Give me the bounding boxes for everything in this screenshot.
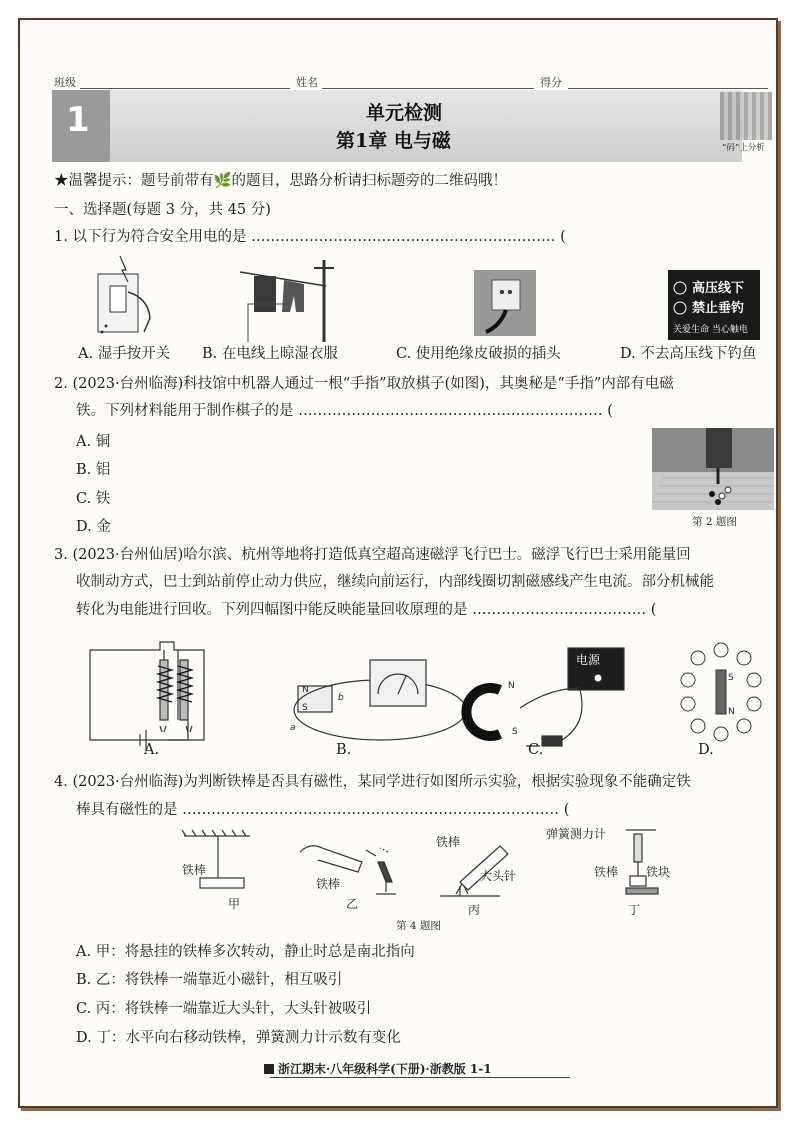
footer-square-icon — [264, 1064, 274, 1074]
svg-text:N: N — [728, 707, 735, 717]
bing-rod-label: 铁棒 — [436, 835, 461, 849]
score-blank — [568, 88, 768, 89]
question-4-line-2: 棒具有磁性的是 …………………………………………………………………… ( — [76, 802, 570, 818]
iron-block-label: 铁块 — [646, 865, 670, 879]
ding-rod-label: 铁棒 — [594, 865, 619, 879]
fig-ding-label: 丁 — [628, 903, 641, 917]
clothes-on-wire-icon — [240, 260, 334, 342]
q3-option-d[interactable]: D. — [698, 742, 714, 758]
question-2-line-1: 2. (2023·台州临海)科技馆中机器人通过一根“手指”取放棋子(如图)，其奥秘是“手指”内部有电磁 — [54, 376, 674, 392]
q2-option-b[interactable]: B. 铝 — [76, 462, 111, 478]
qr-caption: “码”上分析 — [722, 143, 765, 153]
fig-yi-label: 乙 — [346, 897, 359, 911]
rod-near-pins-icon — [436, 834, 516, 917]
svg-text:S: S — [512, 727, 518, 737]
svg-text:N: N — [508, 681, 515, 691]
high-voltage-sign-icon — [668, 270, 760, 340]
footer-rule — [270, 1077, 570, 1078]
yi-rod-label: 铁棒 — [316, 877, 341, 891]
chapter-title: 第1章 电与磁 — [336, 130, 451, 152]
wet-hand-switch-icon — [98, 256, 150, 334]
jia-rod-label: 铁棒 — [182, 863, 207, 877]
score-label: 得分 — [540, 76, 562, 89]
q2-option-a[interactable]: A. 铜 — [76, 434, 111, 450]
q4-option-d[interactable]: D. 丁：水平向右移动铁棒，弹簧测力计示数有变化 — [76, 1030, 401, 1046]
name-blank — [322, 88, 534, 89]
section-heading: 一、选择题(每题 3 分，共 45 分) — [54, 202, 271, 218]
broken-plug-icon — [474, 270, 536, 336]
pin-label: 大头针 — [480, 869, 517, 883]
galvanometer-coil-icon — [290, 660, 466, 740]
sign-line-1: 高压线下 — [692, 281, 745, 296]
rod-near-compass-icon — [300, 846, 396, 911]
svg-text:N: N — [302, 685, 309, 695]
spring-scale-label: 弹簧测力计 — [546, 827, 607, 841]
q1-option-a[interactable]: A. 湿手按开关 — [78, 346, 171, 362]
svg-text:S: S — [302, 703, 308, 713]
q3-figures — [80, 630, 770, 760]
q1-figures — [80, 252, 778, 342]
question-4-line-1: 4. (2023·台州临海)为判断铁棒是否具有磁性，某同学进行如图所示实验，根据实验现象不能确定铁 — [54, 774, 691, 790]
q2-figure-caption: 第 2 题图 — [692, 516, 737, 528]
electromagnet-circuit-icon — [90, 642, 204, 750]
q3-option-a[interactable]: A. — [144, 742, 160, 758]
hanging-rod-icon — [182, 830, 250, 911]
q3-option-c[interactable]: C. — [528, 742, 544, 758]
class-blank — [80, 88, 290, 89]
q4-option-b[interactable]: B. 乙：将铁棒一端靠近小磁针，相互吸引 — [76, 972, 343, 988]
svg-text:S: S — [728, 673, 734, 683]
svg-text:b: b — [338, 693, 344, 703]
q1-option-c[interactable]: C. 使用绝缘皮破损的插头 — [396, 346, 561, 362]
magnet-compass-ring-icon — [681, 643, 761, 741]
qr-code-icon[interactable] — [720, 92, 772, 140]
worksheet-page — [18, 18, 778, 1108]
question-3-line-2: 收制动方式，巴士到站前停止动力供应，继续向前运行，内部线圈切割磁感线产生电流。部分机械能 — [76, 574, 714, 590]
q4-option-a[interactable]: A. 甲：将悬挂的铁棒多次转动，静止时总是南北指向 — [76, 944, 415, 960]
q1-option-b[interactable]: B. 在电线上晾湿衣服 — [202, 346, 338, 362]
page-title: 单元检测 — [366, 102, 443, 124]
svg-text:a: a — [290, 723, 296, 733]
spring-scale-icon — [546, 826, 670, 917]
class-label: 班级 — [54, 76, 76, 89]
power-label: 电源 — [576, 653, 601, 667]
q3-option-b[interactable]: B. — [336, 742, 352, 758]
q2-option-c[interactable]: C. 铁 — [76, 491, 111, 507]
question-3-line-3: 转化为电能进行回收。下列四幅图中能反映能量回收原理的是 ……………………………… ( — [76, 602, 657, 618]
question-1-stem: 1. 以下行为符合安全用电的是 ……………………………………………………… ( — [54, 229, 566, 245]
name-label: 姓名 — [296, 76, 318, 89]
q4-figure-caption: 第 4 题图 — [396, 920, 441, 932]
footer-text: 浙江期末·八年级科学(下册)·浙教版 1-1 — [278, 1062, 492, 1076]
motor-power-supply-icon — [466, 648, 624, 746]
fig-bing-label: 丙 — [468, 903, 481, 917]
fig-jia-label: 甲 — [228, 897, 241, 911]
unit-number: 1 — [66, 100, 90, 140]
tip-text: ★温馨提示：题号前带有🌿的题目，思路分析请扫标题旁的二维码哦！ — [54, 173, 508, 189]
question-2-line-2: 铁。下列材料能用于制作棋子的是 ……………………………………………………… ( — [76, 403, 613, 419]
robot-chess-photo — [652, 428, 774, 510]
q1-option-d[interactable]: D. 不去高压线下钓鱼 — [620, 346, 757, 362]
q2-option-d[interactable]: D. 金 — [76, 519, 111, 535]
sign-footer: 关爱生命 当心触电 — [673, 325, 748, 335]
q4-option-c[interactable]: C. 丙：将铁棒一端靠近大头针，大头针被吸引 — [76, 1001, 372, 1017]
question-3-line-1: 3. (2023·台州仙居)哈尔滨、杭州等地将打造低真空超高速磁浮飞行巴士。磁浮飞行巴士采用能量回 — [54, 547, 691, 563]
q4-figures — [170, 822, 670, 918]
sign-line-2: 禁止垂钓 — [692, 301, 745, 316]
